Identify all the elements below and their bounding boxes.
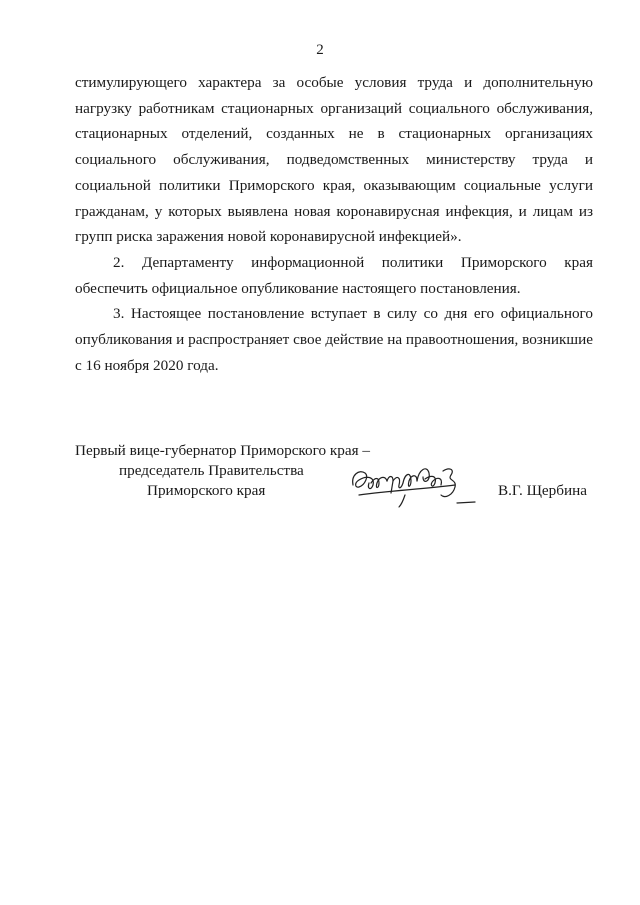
paragraph-3 xyxy=(75,301,593,378)
signer-name: В.Г. Щербина xyxy=(498,482,587,499)
text-line: нагрузку работникам стационарных организаций социального обслуживания, xyxy=(75,99,593,117)
text-line: 2. Департаменту информационной политики Приморского края xyxy=(113,253,593,271)
text-line: социальной политики Приморского края, оказывающим социальные услуги xyxy=(75,176,593,194)
signer-title-line-1: Первый вице-губернатор Приморского края – xyxy=(75,442,370,459)
text-line: обеспечить официальное опубликование настоящего постановления. xyxy=(75,279,521,297)
text-line: гражданам, у которых выявлена новая коронавирусная инфекция, и лицам из xyxy=(75,202,593,220)
page-number: 2 xyxy=(316,42,324,58)
handwritten-signature-icon xyxy=(345,455,495,515)
paragraph-2 xyxy=(75,250,593,301)
signer-title-line-3: Приморского края xyxy=(147,482,266,499)
text-line: стационарных отделений, созданных не в стационарных организациях xyxy=(75,125,593,143)
text-line: с 16 ноября 2020 года. xyxy=(75,356,219,374)
text-line: социального обслуживания, подведомственных министерству труда и xyxy=(75,151,593,169)
text-line: опубликования и распространяет свое действие на правоотношения, возникшие xyxy=(75,331,593,349)
paragraph-1 xyxy=(75,70,593,250)
document-body xyxy=(75,70,593,378)
text-line: 3. Настоящее постановление вступает в силу со дня его официального xyxy=(113,305,593,323)
signer-title-line-2: председатель Правительства xyxy=(119,462,304,479)
text-line: групп риска заражения новой коронавирусной инфекцией». xyxy=(75,228,462,246)
text-line: стимулирующего характера за особые условия труда и дополнительную xyxy=(75,74,593,91)
